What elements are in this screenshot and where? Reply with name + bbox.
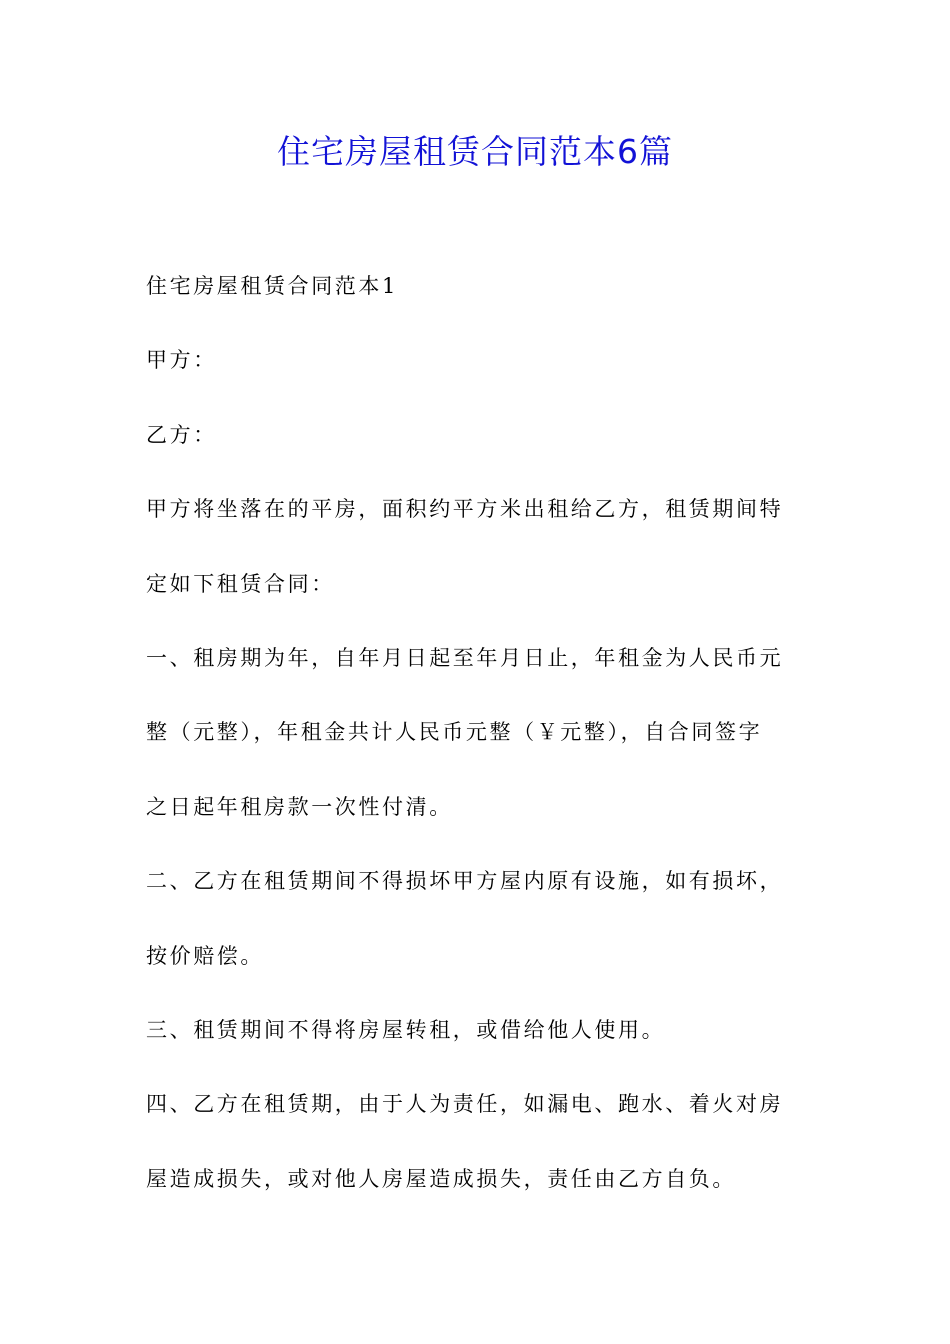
party-b-line: 乙方： <box>146 422 217 447</box>
clause-2-line: 二、乙方在租赁期间不得损坏甲方屋内原有设施，如有损坏， <box>146 869 784 894</box>
clause-1-line: 整（元整），年租金共计人民币元整（￥元整），自合同签字 <box>146 720 763 745</box>
document-title: 住宅房屋租赁合同范本6篇 <box>277 132 673 171</box>
clause-1-line: 之日起年租房款一次性付清。 <box>146 794 453 819</box>
clause-4-line: 四、乙方在租赁期，由于人为责任，如漏电、跑水、着火对房 <box>146 1092 784 1117</box>
document-body <box>146 262 814 1229</box>
party-a-line: 甲方： <box>146 348 217 373</box>
paragraph-line: 定如下租赁合同： <box>146 571 335 596</box>
clause-3-line: 三、租赁期间不得将房屋转租，或借给他人使用。 <box>146 1017 666 1042</box>
clause-4-line: 屋造成损失，或对他人房屋造成损失，责任由乙方自负。 <box>146 1166 736 1191</box>
paragraph-line: 甲方将坐落在的平房，面积约平方米出租给乙方，租赁期间特 <box>146 497 784 522</box>
clause-2-line: 按价赔偿。 <box>146 943 264 968</box>
clause-1-line: 一、租房期为年，自年月日起至年月日止，年租金为人民币元 <box>146 645 784 670</box>
section-heading: 住宅房屋租赁合同范本1 <box>146 274 398 298</box>
